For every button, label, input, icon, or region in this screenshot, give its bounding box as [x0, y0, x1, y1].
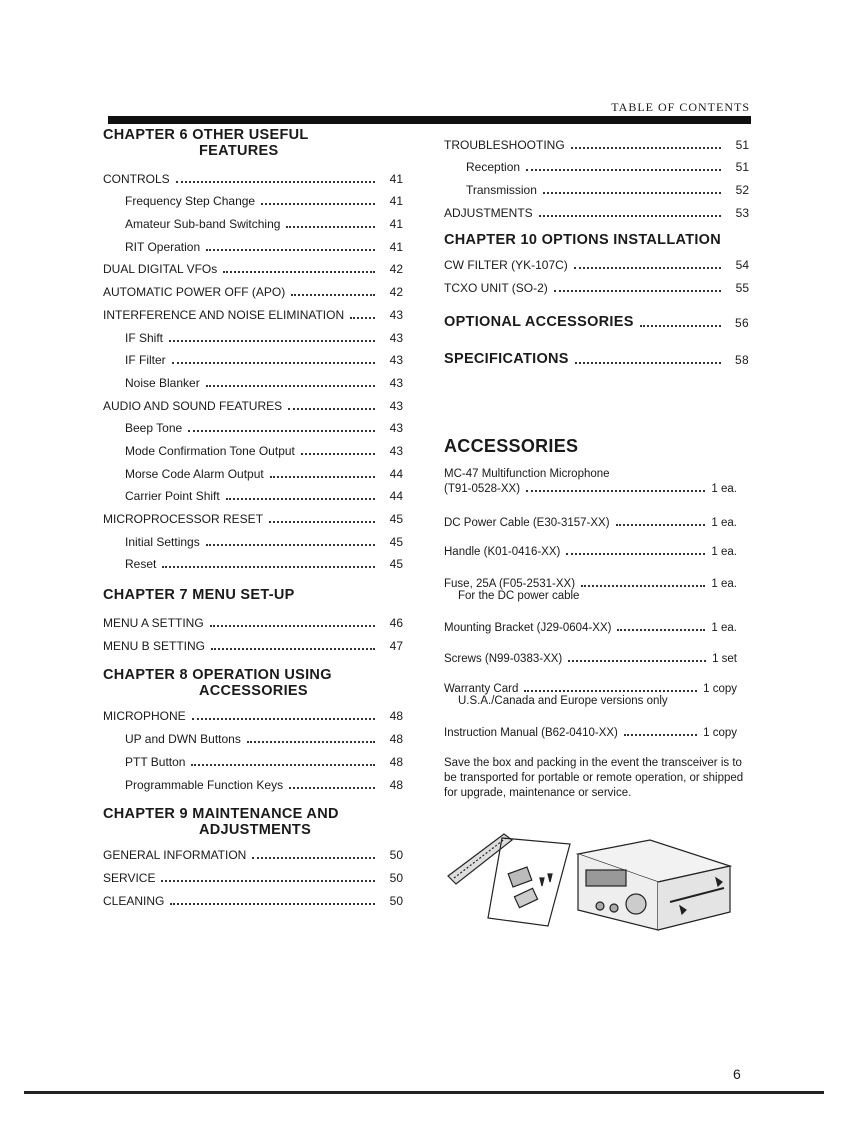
leader-dots: [252, 847, 375, 859]
toc-entry[interactable]: [103, 413, 403, 436]
toc-entry[interactable]: [103, 390, 403, 413]
leader-dots: [617, 619, 705, 631]
packing-note: Save the box and packing in the event the transceiver is to be transported for portable or remote operation, or shipped for upgrade, maintenance or service.: [444, 757, 744, 799]
chapter-8-heading: [103, 667, 403, 699]
toc-entry-page: 43: [389, 307, 403, 322]
packet-outline: [488, 838, 570, 926]
toc-entry-page: 43: [389, 398, 403, 413]
toc-entry-page: 48: [389, 732, 403, 747]
toc-entry-page: 55: [735, 281, 749, 296]
toc-entry-page: 45: [389, 557, 403, 572]
toc-entry[interactable]: [103, 254, 403, 277]
accessory-quantity: 1 ea.: [711, 578, 737, 590]
toc-entry-label: TCXO UNIT (SO-2): [444, 281, 548, 296]
chapter-6-title-line2: FEATURES: [199, 143, 279, 159]
leader-dots: [172, 352, 375, 364]
leader-dots: [539, 205, 721, 217]
toc-entry-page: 42: [389, 285, 403, 300]
leader-dots: [566, 543, 705, 555]
toc-entry[interactable]: [103, 458, 403, 481]
toc-entry-label: ADJUSTMENTS: [444, 205, 533, 220]
toc-entry-page: 47: [389, 638, 403, 653]
toc-entry-label: MICROPROCESSOR RESET: [103, 512, 264, 526]
leader-dots: [568, 650, 706, 662]
accessory-line: [444, 619, 737, 634]
accessories-illustration: [440, 826, 740, 936]
chapter-6-heading: [103, 127, 403, 159]
screw-icon: [548, 874, 552, 882]
leader-dots: [624, 724, 697, 736]
accessory-quantity: 1 ea.: [711, 622, 737, 634]
leader-dots: [161, 870, 375, 882]
toc-entry[interactable]: [444, 129, 749, 152]
toc-entry-page: 43: [389, 330, 403, 345]
toc-entry-label: Amateur Sub-band Switching: [125, 217, 281, 232]
toc-entry-label: DUAL DIGITAL VFOs: [103, 262, 218, 277]
page-number: 6: [733, 1066, 741, 1082]
leader-dots: [261, 193, 375, 205]
accessory-quantity: 1 copy: [703, 683, 737, 695]
toc-entry-label: Initial Settings: [125, 534, 200, 549]
accessory-name: MC-47 Multifunction Microphone: [444, 468, 610, 480]
accessory-line: [444, 724, 737, 739]
chapter-7-heading: [103, 587, 403, 603]
running-header: TABLE OF CONTENTS: [611, 100, 750, 114]
toc-entry-page: 46: [389, 616, 403, 631]
accessory-line: [444, 543, 737, 558]
toc-entry-page: 43: [389, 443, 403, 458]
accessory-part-number: Mounting Bracket (J29-0604-XX): [444, 622, 612, 634]
chapter-10-title: CHAPTER 10 OPTIONS INSTALLATION: [444, 231, 722, 248]
accessory-note: For the DC power cable: [458, 590, 580, 602]
accessories-heading: ACCESSORIES: [444, 436, 579, 456]
leader-dots: [526, 159, 721, 171]
toc-entry-page: 51: [735, 160, 749, 175]
toc-entry[interactable]: [103, 435, 403, 458]
optional-accessories-entry[interactable]: [444, 307, 749, 330]
toc-entry[interactable]: [444, 250, 749, 273]
leader-dots: [526, 480, 705, 492]
leader-dots: [301, 443, 375, 455]
accessory-item: [444, 724, 737, 739]
leader-dots: [188, 420, 375, 432]
accessory-quantity: 1 ea.: [711, 517, 737, 529]
leader-dots: [176, 171, 375, 183]
optional-accessories-label: OPTIONAL ACCESSORIES: [444, 313, 634, 330]
leader-dots: [616, 514, 706, 526]
toc-entry[interactable]: [444, 174, 749, 197]
chapter-8-title-line1: CHAPTER 8 OPERATION USING: [103, 666, 332, 683]
toc-entry-page: 48: [389, 709, 403, 724]
toc-entry[interactable]: [103, 769, 403, 792]
accessory-quantity: 1 ea.: [711, 546, 737, 558]
toc-entry-page: 43: [389, 353, 403, 368]
leader-dots: [640, 315, 721, 327]
accessory-item: [444, 468, 737, 495]
leader-dots: [162, 556, 375, 568]
accessory-item: [444, 680, 737, 707]
toc-entry-label: AUTOMATIC POWER OFF (APO): [103, 285, 286, 300]
leader-dots: [575, 352, 721, 364]
accessory-line: [444, 575, 737, 590]
chapter-9-title-line1: CHAPTER 9 MAINTENANCE AND: [103, 805, 339, 822]
toc-entry[interactable]: [444, 152, 749, 175]
toc-entry-page: 52: [735, 183, 749, 198]
toc-entry[interactable]: [103, 862, 403, 885]
toc-entry-label: RIT Operation: [125, 239, 201, 254]
toc-entry[interactable]: [103, 276, 403, 299]
toc-entry-page: 45: [389, 534, 403, 549]
accessory-item: [444, 650, 737, 665]
specifications-label: SPECIFICATIONS: [444, 350, 569, 367]
accessory-part-number: Screws (N99-0383-XX): [444, 653, 563, 665]
toc-entry-page: 50: [389, 893, 403, 908]
toc-entry-label: CONTROLS: [103, 171, 170, 186]
accessory-quantity: 1 set: [712, 653, 737, 665]
accessory-part-number: Handle (K01-0416-XX): [444, 546, 561, 558]
accessory-item: [444, 543, 737, 558]
toc-entry-page: 50: [389, 870, 403, 885]
leader-dots: [170, 893, 375, 905]
toc-entry-label: Noise Blanker: [125, 375, 200, 390]
leader-dots: [286, 216, 375, 228]
leader-dots: [206, 375, 375, 387]
toc-entry[interactable]: [103, 231, 403, 254]
accessory-line: [444, 680, 737, 695]
toc-entry[interactable]: [103, 503, 403, 526]
accessory-item: [444, 619, 737, 634]
chapter-9-title-line2: ADJUSTMENTS: [199, 821, 312, 838]
toc-entry[interactable]: [103, 345, 403, 368]
leader-dots: [288, 398, 375, 410]
toc-entry[interactable]: [103, 549, 403, 572]
toc-entry-label: PTT Button: [125, 754, 186, 769]
toc-entry-page: 43: [389, 421, 403, 436]
chapter-6-title-line1: CHAPTER 6 OTHER USEFUL: [103, 127, 309, 143]
toc-entry[interactable]: [103, 885, 403, 908]
toc-entry-label: CLEANING: [103, 893, 165, 908]
toc-entry-page: 51: [735, 137, 749, 152]
toc-entry-label: GENERAL INFORMATION: [103, 848, 247, 863]
leader-dots: [247, 731, 375, 743]
toc-entry-label: TROUBLESHOOTING: [444, 137, 565, 152]
toc-entry[interactable]: [444, 197, 749, 220]
leader-dots: [269, 511, 375, 523]
accessory-quantity: 1 ea.: [711, 483, 737, 495]
leader-dots: [581, 575, 705, 587]
leader-dots: [554, 280, 721, 292]
toc-entry-page: 44: [389, 466, 403, 481]
toc-entry[interactable]: [103, 840, 403, 863]
toc-entry[interactable]: [103, 208, 403, 231]
footer-rule: [24, 1091, 824, 1094]
chapter-8-entries: [103, 701, 403, 792]
toc-entry-page: 41: [389, 239, 403, 254]
leader-dots: [350, 307, 375, 319]
toc-entry-label: Reset: [125, 557, 157, 572]
bracket-illustration: [508, 867, 532, 887]
leader-dots: [206, 534, 375, 546]
toc-entry-page: 41: [389, 217, 403, 232]
toc-entry-page: 48: [389, 754, 403, 769]
chapter-9-entries: [103, 840, 403, 908]
toc-entry[interactable]: [103, 367, 403, 390]
accessory-part-number: Warranty Card: [444, 683, 519, 695]
leader-dots: [291, 284, 375, 296]
toc-entry-label: Reception: [466, 160, 521, 175]
toc-entry-page: 50: [389, 848, 403, 863]
toc-entry[interactable]: [103, 701, 403, 724]
leader-dots: [289, 777, 375, 789]
transceiver-display: [586, 870, 626, 886]
chapter-9-heading: [103, 806, 403, 838]
toc-entry[interactable]: [103, 186, 403, 209]
fuse-illustration: [514, 888, 537, 907]
toc-entry-page: 48: [389, 777, 403, 792]
toc-entry-label: Programmable Function Keys: [125, 777, 284, 792]
toc-entry-page: 42: [389, 262, 403, 277]
toc-entry-label: Mode Confirmation Tone Output: [125, 443, 295, 458]
accessory-part-number: Instruction Manual (B62-0410-XX): [444, 727, 618, 739]
chapter-10-heading: [444, 232, 749, 248]
specifications-page: 58: [735, 352, 749, 367]
toc-entry[interactable]: [103, 526, 403, 549]
toc-entry[interactable]: [103, 746, 403, 769]
leader-dots: [192, 708, 375, 720]
toc-entry-label: IF Filter: [125, 353, 166, 368]
accessory-line: [444, 514, 737, 529]
accessory-note: U.S.A./Canada and Europe versions only: [458, 695, 668, 707]
toc-entry-label: MENU A SETTING: [103, 616, 204, 631]
leader-dots: [210, 615, 375, 627]
toc-entry-label: IF Shift: [125, 330, 164, 345]
chapter-6-entries: [103, 163, 403, 571]
chapter-8-title-line2: ACCESSORIES: [199, 682, 308, 699]
leader-dots: [206, 239, 375, 251]
screw-icon: [540, 878, 544, 886]
accessory-item: [444, 514, 737, 529]
accessory-line: [444, 480, 737, 495]
toc-entry-page: 44: [389, 489, 403, 504]
accessory-quantity: 1 copy: [703, 727, 737, 739]
leader-dots: [270, 466, 375, 478]
accessory-part-number: Fuse, 25A (F05-2531-XX): [444, 578, 576, 590]
toc-entry[interactable]: [103, 481, 403, 504]
toc-entry-page: 54: [735, 258, 749, 273]
toc-entry-label: Carrier Point Shift: [125, 489, 220, 504]
toc-entry-label: CW FILTER (YK-107C): [444, 258, 568, 273]
chapter-7-title: CHAPTER 7 MENU SET-UP: [103, 587, 295, 604]
toc-entry-page: 41: [389, 194, 403, 209]
toc-entry[interactable]: [103, 723, 403, 746]
toc-entry[interactable]: [444, 272, 749, 295]
toc-entry-label: Morse Code Alarm Output: [125, 466, 264, 481]
toc-entry-label: SERVICE: [103, 870, 156, 885]
toc-entry-label: Frequency Step Change: [125, 194, 256, 209]
specifications-entry[interactable]: [444, 344, 749, 367]
toc-entry[interactable]: [103, 299, 403, 322]
leader-dots: [574, 257, 721, 269]
accessory-item: [444, 575, 737, 602]
leader-dots: [223, 261, 375, 273]
toc-entry[interactable]: [103, 607, 403, 630]
toc-entry-label: MENU B SETTING: [103, 638, 206, 653]
toc-entry-page: 45: [389, 512, 403, 526]
toc-entry[interactable]: [103, 163, 403, 186]
toc-entry-label: AUDIO AND SOUND FEATURES: [103, 398, 283, 413]
optional-accessories-page: 56: [735, 315, 749, 330]
toc-entry[interactable]: [103, 630, 403, 653]
leader-dots: [524, 680, 697, 692]
leader-dots: [191, 754, 375, 766]
header-rule: [108, 116, 751, 124]
left-toc-column: [103, 127, 403, 908]
tuning-knob: [626, 894, 646, 914]
toc-entry-page: 53: [735, 205, 749, 220]
leader-dots: [169, 330, 375, 342]
leader-dots: [226, 488, 375, 500]
leader-dots: [211, 638, 375, 650]
leader-dots: [571, 137, 721, 149]
toc-entry-label: INTERFERENCE AND NOISE ELIMINATION: [103, 307, 345, 322]
right-toc-column: [444, 127, 749, 367]
toc-entry-label: Beep Tone: [125, 421, 183, 436]
accessory-part-number: DC Power Cable (E30-3157-XX): [444, 517, 610, 529]
accessory-line: [444, 650, 737, 665]
toc-entry-label: Transmission: [466, 183, 537, 198]
chapter-10-entries: [444, 250, 749, 295]
troubleshooting-entries: [444, 129, 749, 220]
toc-entry[interactable]: [103, 322, 403, 345]
leader-dots: [543, 182, 721, 194]
chapter-7-entries: [103, 607, 403, 652]
toc-entry-page: 41: [389, 171, 403, 186]
toc-entry-label: MICROPHONE: [103, 709, 186, 724]
accessory-part-number: (T91-0528-XX): [444, 483, 521, 495]
toc-entry-page: 43: [389, 375, 403, 390]
toc-entry-label: UP and DWN Buttons: [125, 732, 241, 747]
